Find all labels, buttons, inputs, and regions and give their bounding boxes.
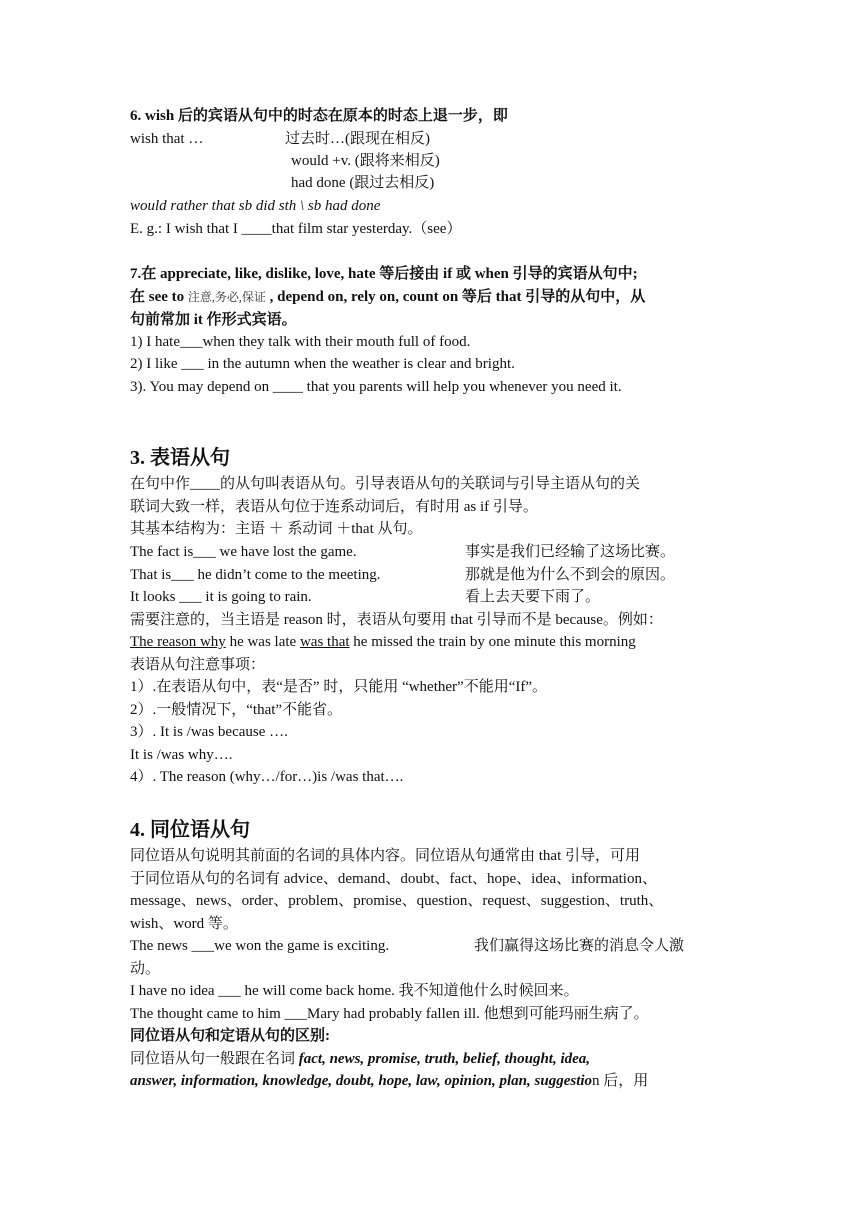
section4-example2: I have no idea ___ he will come back home. 我不知道他什么时候回来。 [130, 983, 579, 999]
section6-example: E. g.: I wish that I ____that film star yesterday.（see） [130, 221, 462, 237]
section7-title-line1: 7.在 appreciate, like, dislike, love, hate 等后接由 if 或 when 引导的宾语从句中; [130, 266, 638, 282]
section4-para-line4: wish、word 等。 [130, 916, 238, 932]
section3-note-1: 1）.在表语从句中，表“是否” 时，只能用 “whether”不能用“If”。 [130, 679, 547, 695]
diff-line2-words: answer, information, knowledge, doubt, hope, law, opinion, plan, suggestio [130, 1073, 593, 1089]
section4-example1-zh-cont: 动。 [130, 961, 161, 977]
section4-example1-zh: 我们赢得这场比赛的消息令人激 [474, 938, 685, 954]
section7-example-1: 1) I hate___when they talk with their mouth full of food. [130, 334, 471, 350]
section3-para-line1: 在句中作____的从句叫表语从句。引导表语从句的关联词与引导主语从句的关 [130, 476, 641, 492]
section3-notes-title: 表语从句注意事项： [130, 657, 266, 673]
section4-para-line1: 同位语从句说明其前面的名词的具体内容。同位语从句通常由 that 引导，可用 [130, 848, 640, 864]
section4-diff-line1 [130, 1049, 590, 1069]
section3-structure: 其基本结构为：主语 ＋ 系动词 ＋that 从句。 [130, 521, 423, 537]
section7-title-post: , depend on, rely on, count on 等后 that 引导的从句中，从 [265, 289, 646, 305]
section4-heading: 4. 同位语从句 [130, 819, 250, 841]
underlined-the-reason-why: The reason why [130, 634, 226, 650]
section4-diff-title: 同位语从句和定语从句的区别: [130, 1028, 330, 1044]
section4-diff-line2 [130, 1071, 648, 1091]
section3-example1-en: The fact is___ we have lost the game. [130, 544, 357, 560]
diff-line1-words: fact, news, promise, truth, belief, thought, idea, [298, 1051, 591, 1067]
section4-para-line2: 于同位语从句的名词有 advice、demand、doubt、fact、hope、idea、information、 [130, 871, 657, 887]
section4-example1-en: The news ___we won the game is exciting. [130, 938, 390, 954]
wish-past-rule: 过去时…(跟现在相反) [285, 131, 430, 147]
would-rather-rule: would rather that sb did sth \ sb had done [130, 198, 381, 214]
section3-para-line2: 联词大致一样，表语从句位于连系动词后，有时用 as if 引导。 [130, 499, 538, 515]
section3-heading: 3. 表语从句 [130, 447, 230, 469]
section7-title-pre: 在 see to [130, 289, 188, 305]
section7-title-small: 注意,务必,保证 [187, 290, 266, 304]
section6-title: 6. wish 后的宾语从句中的时态在原本的时态上退一步，即 [130, 108, 508, 124]
section3-example1-zh: 事实是我们已经输了这场比赛。 [465, 544, 676, 560]
section3-example3-zh: 看上去天要下雨了。 [465, 589, 601, 605]
reason-mid: he was late [225, 634, 300, 650]
reason-end: he missed the train by one minute this morning [349, 634, 636, 650]
section3-example3-en: It looks ___ it is going to rain. [130, 589, 312, 605]
wish-had-done-rule: had done (跟过去相反) [291, 175, 435, 191]
section4-example3: The thought came to him ___Mary had probably fallen ill. 他想到可能玛丽生病了。 [130, 1006, 649, 1022]
section3-note-2: 2）.一般情况下，“that”不能省。 [130, 702, 343, 718]
section7-title-line3: 句前常加 it 作形式宾语。 [130, 312, 297, 328]
section3-example2-zh: 那就是他为什么不到会的原因。 [465, 567, 676, 583]
section3-reason-note: 需要注意的，当主语是 reason 时，表语从句要用 that 引导而不是 because。例如： [130, 612, 663, 628]
wish-label: wish that … [130, 131, 204, 147]
section7-example-3: 3). You may depend on ____ that you parents will help you whenever you need it. [130, 379, 622, 395]
section4-para-line3: message、news、order、problem、promise、question、request、suggestion、truth、 [130, 893, 664, 909]
diff-line1-pre: 同位语从句一般跟在名词 [130, 1051, 299, 1067]
wish-would-rule: would +v. (跟将来相反) [291, 153, 440, 169]
section7-title-line2 [130, 287, 645, 307]
section3-note-4: 4）. The reason (why…/for…)is /was that…. [130, 769, 404, 785]
section3-reason-example [130, 632, 636, 652]
section3-note-3: 3）. It is /was because …. [130, 724, 288, 740]
section3-example2-en: That is___ he didn’t come to the meeting. [130, 567, 381, 583]
underlined-was-that: was that [299, 634, 350, 650]
section7-example-2: 2) I like ___ in the autumn when the weather is clear and bright. [130, 356, 515, 372]
section3-note-3b: It is /was why…. [130, 747, 233, 763]
diff-line2-end: n 后，用 [592, 1073, 649, 1089]
